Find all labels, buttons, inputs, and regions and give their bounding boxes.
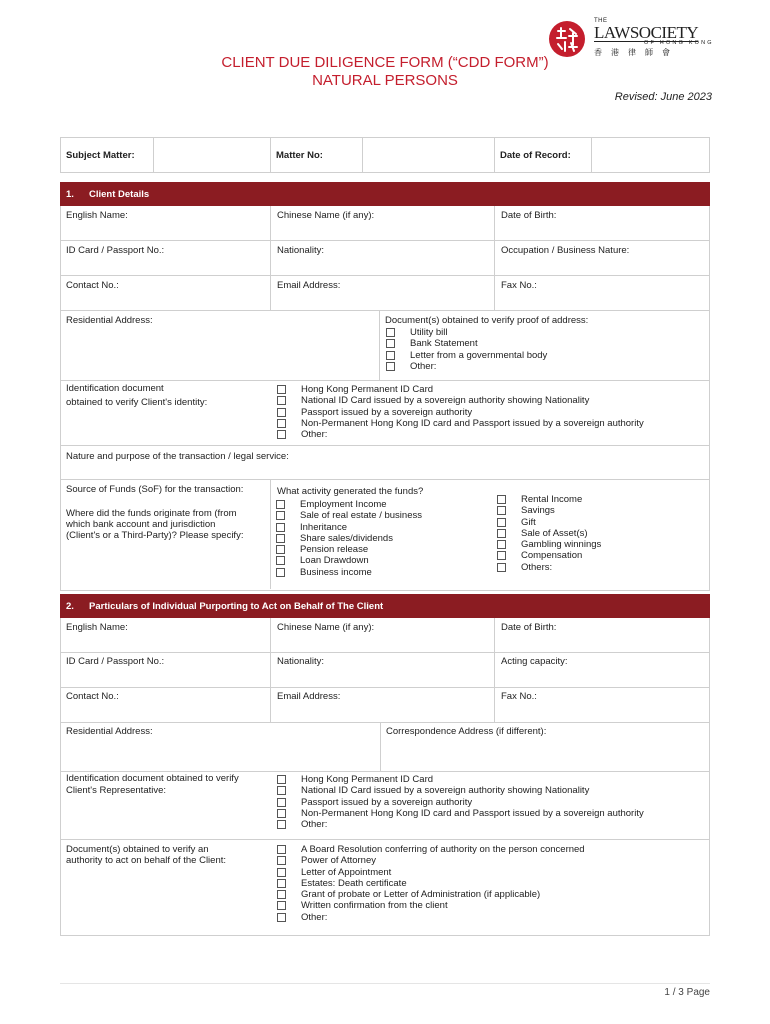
activity-inheritance[interactable]: Inheritance bbox=[276, 522, 422, 533]
rep-id-hkpid[interactable]: Hong Kong Permanent ID Card bbox=[277, 774, 644, 785]
activity-others[interactable]: Others: bbox=[497, 562, 601, 573]
date-of-record-input[interactable] bbox=[592, 138, 709, 172]
proof-address-other[interactable]: Other: bbox=[386, 361, 547, 372]
checkbox-icon[interactable] bbox=[276, 545, 285, 554]
rep-acting-capacity-field[interactable]: Acting capacity: bbox=[501, 656, 568, 667]
client-fax-field[interactable]: Fax No.: bbox=[501, 280, 537, 291]
checkbox-icon[interactable] bbox=[276, 523, 285, 532]
client-id-other[interactable]: Other: bbox=[277, 429, 644, 440]
sof-origin-label-2: which bank account and jurisdiction bbox=[66, 519, 216, 530]
page-number: 1 / 3 Page bbox=[664, 987, 710, 998]
law-society-logo bbox=[548, 18, 714, 58]
section-1-header bbox=[60, 182, 710, 206]
client-nationality-field[interactable]: Nationality: bbox=[277, 245, 324, 256]
checkbox-icon[interactable] bbox=[386, 351, 395, 360]
checkbox-icon[interactable] bbox=[497, 495, 506, 504]
footer-divider bbox=[60, 983, 710, 984]
matter-no-input[interactable] bbox=[363, 138, 494, 172]
proof-of-address-title: Document(s) obtained to verify proof of address: bbox=[385, 315, 589, 326]
form-title: CLIENT DUE DILIGENCE FORM (“CDD FORM”) bbox=[221, 54, 549, 71]
proof-address-government-letter[interactable]: Letter from a governmental body bbox=[386, 350, 547, 361]
client-id-hkpid[interactable]: Hong Kong Permanent ID Card bbox=[277, 384, 644, 395]
rep-id-doc-options bbox=[277, 774, 644, 830]
checkbox-icon[interactable] bbox=[277, 820, 286, 829]
rep-contact-no-field[interactable]: Contact No.: bbox=[66, 691, 119, 702]
proof-of-address-options bbox=[386, 327, 547, 372]
rep-id-doc-label-2: Client's Representative: bbox=[66, 785, 167, 796]
section-2-header bbox=[60, 594, 710, 618]
authority-written-confirmation[interactable]: Written confirmation from the client bbox=[277, 900, 585, 911]
activity-gambling-winnings[interactable]: Gambling winnings bbox=[497, 539, 601, 550]
authority-board-resolution[interactable]: A Board Resolution conferring of authority on the person concerned bbox=[277, 844, 585, 855]
checkbox-icon[interactable] bbox=[277, 419, 286, 428]
date-of-record-label: Date of Record: bbox=[500, 150, 571, 161]
rep-id-doc-label-1: Identification document obtained to verify bbox=[66, 773, 239, 784]
rep-id-non-permanent[interactable]: Non-Permanent Hong Kong ID card and Passport issued by a sovereign authority bbox=[277, 808, 644, 819]
section-2-title: Particulars of Individual Purporting to Act on Behalf of The Client bbox=[89, 601, 384, 612]
checkbox-icon[interactable] bbox=[277, 430, 286, 439]
checkbox-icon[interactable] bbox=[277, 408, 286, 417]
law-society-seal-icon bbox=[548, 20, 586, 58]
form-subtitle: NATURAL PERSONS bbox=[312, 72, 458, 89]
authority-grant-of-probate[interactable]: Grant of probate or Letter of Administration (if applicable) bbox=[277, 889, 585, 900]
logo-sub-text: OF HONG KONG bbox=[644, 40, 714, 46]
checkbox-icon[interactable] bbox=[386, 362, 395, 371]
client-occupation-field[interactable]: Occupation / Business Nature: bbox=[501, 245, 630, 256]
logo-chinese-text: 香港律師會 bbox=[594, 48, 679, 57]
checkbox-icon[interactable] bbox=[277, 809, 286, 818]
checkbox-icon[interactable] bbox=[277, 856, 286, 865]
checkbox-icon[interactable] bbox=[277, 913, 286, 922]
logo-name-text: LAWSOCIETY bbox=[594, 23, 699, 42]
client-id-doc-label-2: obtained to verify Client's identity: bbox=[66, 397, 208, 408]
activity-share-sales[interactable]: Share sales/dividends bbox=[276, 533, 422, 544]
client-english-name-field[interactable]: English Name: bbox=[66, 210, 128, 221]
activity-sale-real-estate[interactable]: Sale of real estate / business bbox=[276, 510, 422, 521]
rep-chinese-name-field[interactable]: Chinese Name (if any): bbox=[277, 622, 375, 633]
checkbox-icon[interactable] bbox=[277, 868, 286, 877]
checkbox-icon[interactable] bbox=[277, 775, 286, 784]
checkbox-icon[interactable] bbox=[386, 328, 395, 337]
activity-sale-of-assets[interactable]: Sale of Asset(s) bbox=[497, 528, 601, 539]
authority-letter-of-appointment[interactable]: Letter of Appointment bbox=[277, 867, 585, 878]
checkbox-icon[interactable] bbox=[276, 534, 285, 543]
checkbox-icon[interactable] bbox=[497, 529, 506, 538]
rep-english-name-field[interactable]: English Name: bbox=[66, 622, 128, 633]
subject-matter-input[interactable] bbox=[154, 138, 270, 172]
checkbox-icon[interactable] bbox=[276, 556, 285, 565]
nature-purpose-field[interactable]: Nature and purpose of the transaction / legal service: bbox=[66, 451, 289, 462]
rep-id-card-field[interactable]: ID Card / Passport No.: bbox=[66, 656, 165, 667]
rep-residential-address-field[interactable]: Residential Address: bbox=[66, 726, 153, 737]
client-id-doc-label-1: Identification document bbox=[66, 383, 164, 394]
checkbox-icon[interactable] bbox=[497, 551, 506, 560]
rep-id-other[interactable]: Other: bbox=[277, 819, 644, 830]
checkbox-icon[interactable] bbox=[276, 568, 285, 577]
sof-origin-label-1: Where did the funds originate from (from bbox=[66, 508, 237, 519]
record-box bbox=[60, 137, 710, 173]
activity-options-left bbox=[276, 499, 422, 578]
source-of-funds-label: Source of Funds (SoF) for the transaction: bbox=[66, 484, 244, 495]
activity-options-right bbox=[497, 494, 601, 573]
activity-compensation[interactable]: Compensation bbox=[497, 550, 601, 561]
activity-savings[interactable]: Savings bbox=[497, 505, 601, 516]
client-date-of-birth-field[interactable]: Date of Birth: bbox=[501, 210, 557, 221]
checkbox-icon[interactable] bbox=[277, 901, 286, 910]
rep-date-of-birth-field[interactable]: Date of Birth: bbox=[501, 622, 557, 633]
authority-death-certificate[interactable]: Estates: Death certificate bbox=[277, 878, 585, 889]
activity-gift[interactable]: Gift bbox=[497, 517, 601, 528]
checkbox-icon[interactable] bbox=[386, 339, 395, 348]
activity-loan-drawdown[interactable]: Loan Drawdown bbox=[276, 555, 422, 566]
activity-business-income[interactable]: Business income bbox=[276, 567, 422, 578]
rep-correspondence-address-field[interactable]: Correspondence Address (if different): bbox=[386, 726, 547, 737]
revised-date: Revised: June 2023 bbox=[614, 91, 712, 103]
rep-email-field[interactable]: Email Address: bbox=[277, 691, 341, 702]
client-residential-address-field[interactable]: Residential Address: bbox=[66, 315, 153, 326]
client-details-box bbox=[60, 206, 710, 591]
client-chinese-name-field[interactable]: Chinese Name (if any): bbox=[277, 210, 375, 221]
checkbox-icon[interactable] bbox=[497, 518, 506, 527]
rep-id-passport[interactable]: Passport issued by a sovereign authority bbox=[277, 797, 644, 808]
checkbox-icon[interactable] bbox=[277, 786, 286, 795]
sof-origin-label-3: (Client's or a Third-Party)? Please specify: bbox=[66, 530, 244, 541]
client-id-national-id[interactable]: National ID Card issued by a sovereign authority showing Nationality bbox=[277, 395, 644, 406]
rep-authority-options bbox=[277, 844, 585, 923]
activity-title: What activity generated the funds? bbox=[277, 486, 424, 497]
proof-address-utility-bill[interactable]: Utility bill bbox=[386, 327, 547, 338]
checkbox-icon[interactable] bbox=[277, 798, 286, 807]
rep-authority-label-2: authority to act on behalf of the Client: bbox=[66, 855, 227, 866]
authority-other[interactable]: Other: bbox=[277, 912, 585, 923]
checkbox-icon[interactable] bbox=[276, 511, 285, 520]
client-id-passport[interactable]: Passport issued by a sovereign authority bbox=[277, 407, 644, 418]
rep-authority-label-1: Document(s) obtained to verify an bbox=[66, 844, 209, 855]
section-1-title: Client Details bbox=[89, 189, 150, 200]
checkbox-icon[interactable] bbox=[497, 506, 506, 515]
checkbox-icon[interactable] bbox=[276, 500, 285, 509]
client-email-field[interactable]: Email Address: bbox=[277, 280, 341, 291]
activity-pension-release[interactable]: Pension release bbox=[276, 544, 422, 555]
subject-matter-label: Subject Matter: bbox=[66, 150, 135, 161]
rep-nationality-field[interactable]: Nationality: bbox=[277, 656, 324, 667]
authority-power-of-attorney[interactable]: Power of Attorney bbox=[277, 855, 585, 866]
checkbox-icon[interactable] bbox=[277, 879, 286, 888]
client-contact-no-field[interactable]: Contact No.: bbox=[66, 280, 119, 291]
client-id-non-permanent[interactable]: Non-Permanent Hong Kong ID card and Passport issued by a sovereign authority bbox=[277, 418, 644, 429]
rep-id-national-id[interactable]: National ID Card issued by a sovereign authority showing Nationality bbox=[277, 785, 644, 796]
rep-fax-field[interactable]: Fax No.: bbox=[501, 691, 537, 702]
checkbox-icon[interactable] bbox=[497, 563, 506, 572]
checkbox-icon[interactable] bbox=[277, 845, 286, 854]
client-id-doc-options bbox=[277, 384, 644, 440]
activity-employment-income[interactable]: Employment Income bbox=[276, 499, 422, 510]
logo-the-text: THE bbox=[594, 18, 608, 24]
activity-rental-income[interactable]: Rental Income bbox=[497, 494, 601, 505]
client-id-card-field[interactable]: ID Card / Passport No.: bbox=[66, 245, 165, 256]
section-2-number: 2. bbox=[66, 601, 74, 612]
checkbox-icon[interactable] bbox=[497, 540, 506, 549]
checkbox-icon[interactable] bbox=[277, 385, 286, 394]
checkbox-icon[interactable] bbox=[277, 890, 286, 899]
proof-address-bank-statement[interactable]: Bank Statement bbox=[386, 338, 547, 349]
representative-box bbox=[60, 618, 710, 936]
section-1-number: 1. bbox=[66, 189, 74, 200]
checkbox-icon[interactable] bbox=[277, 396, 286, 405]
matter-no-label: Matter No: bbox=[276, 150, 323, 161]
